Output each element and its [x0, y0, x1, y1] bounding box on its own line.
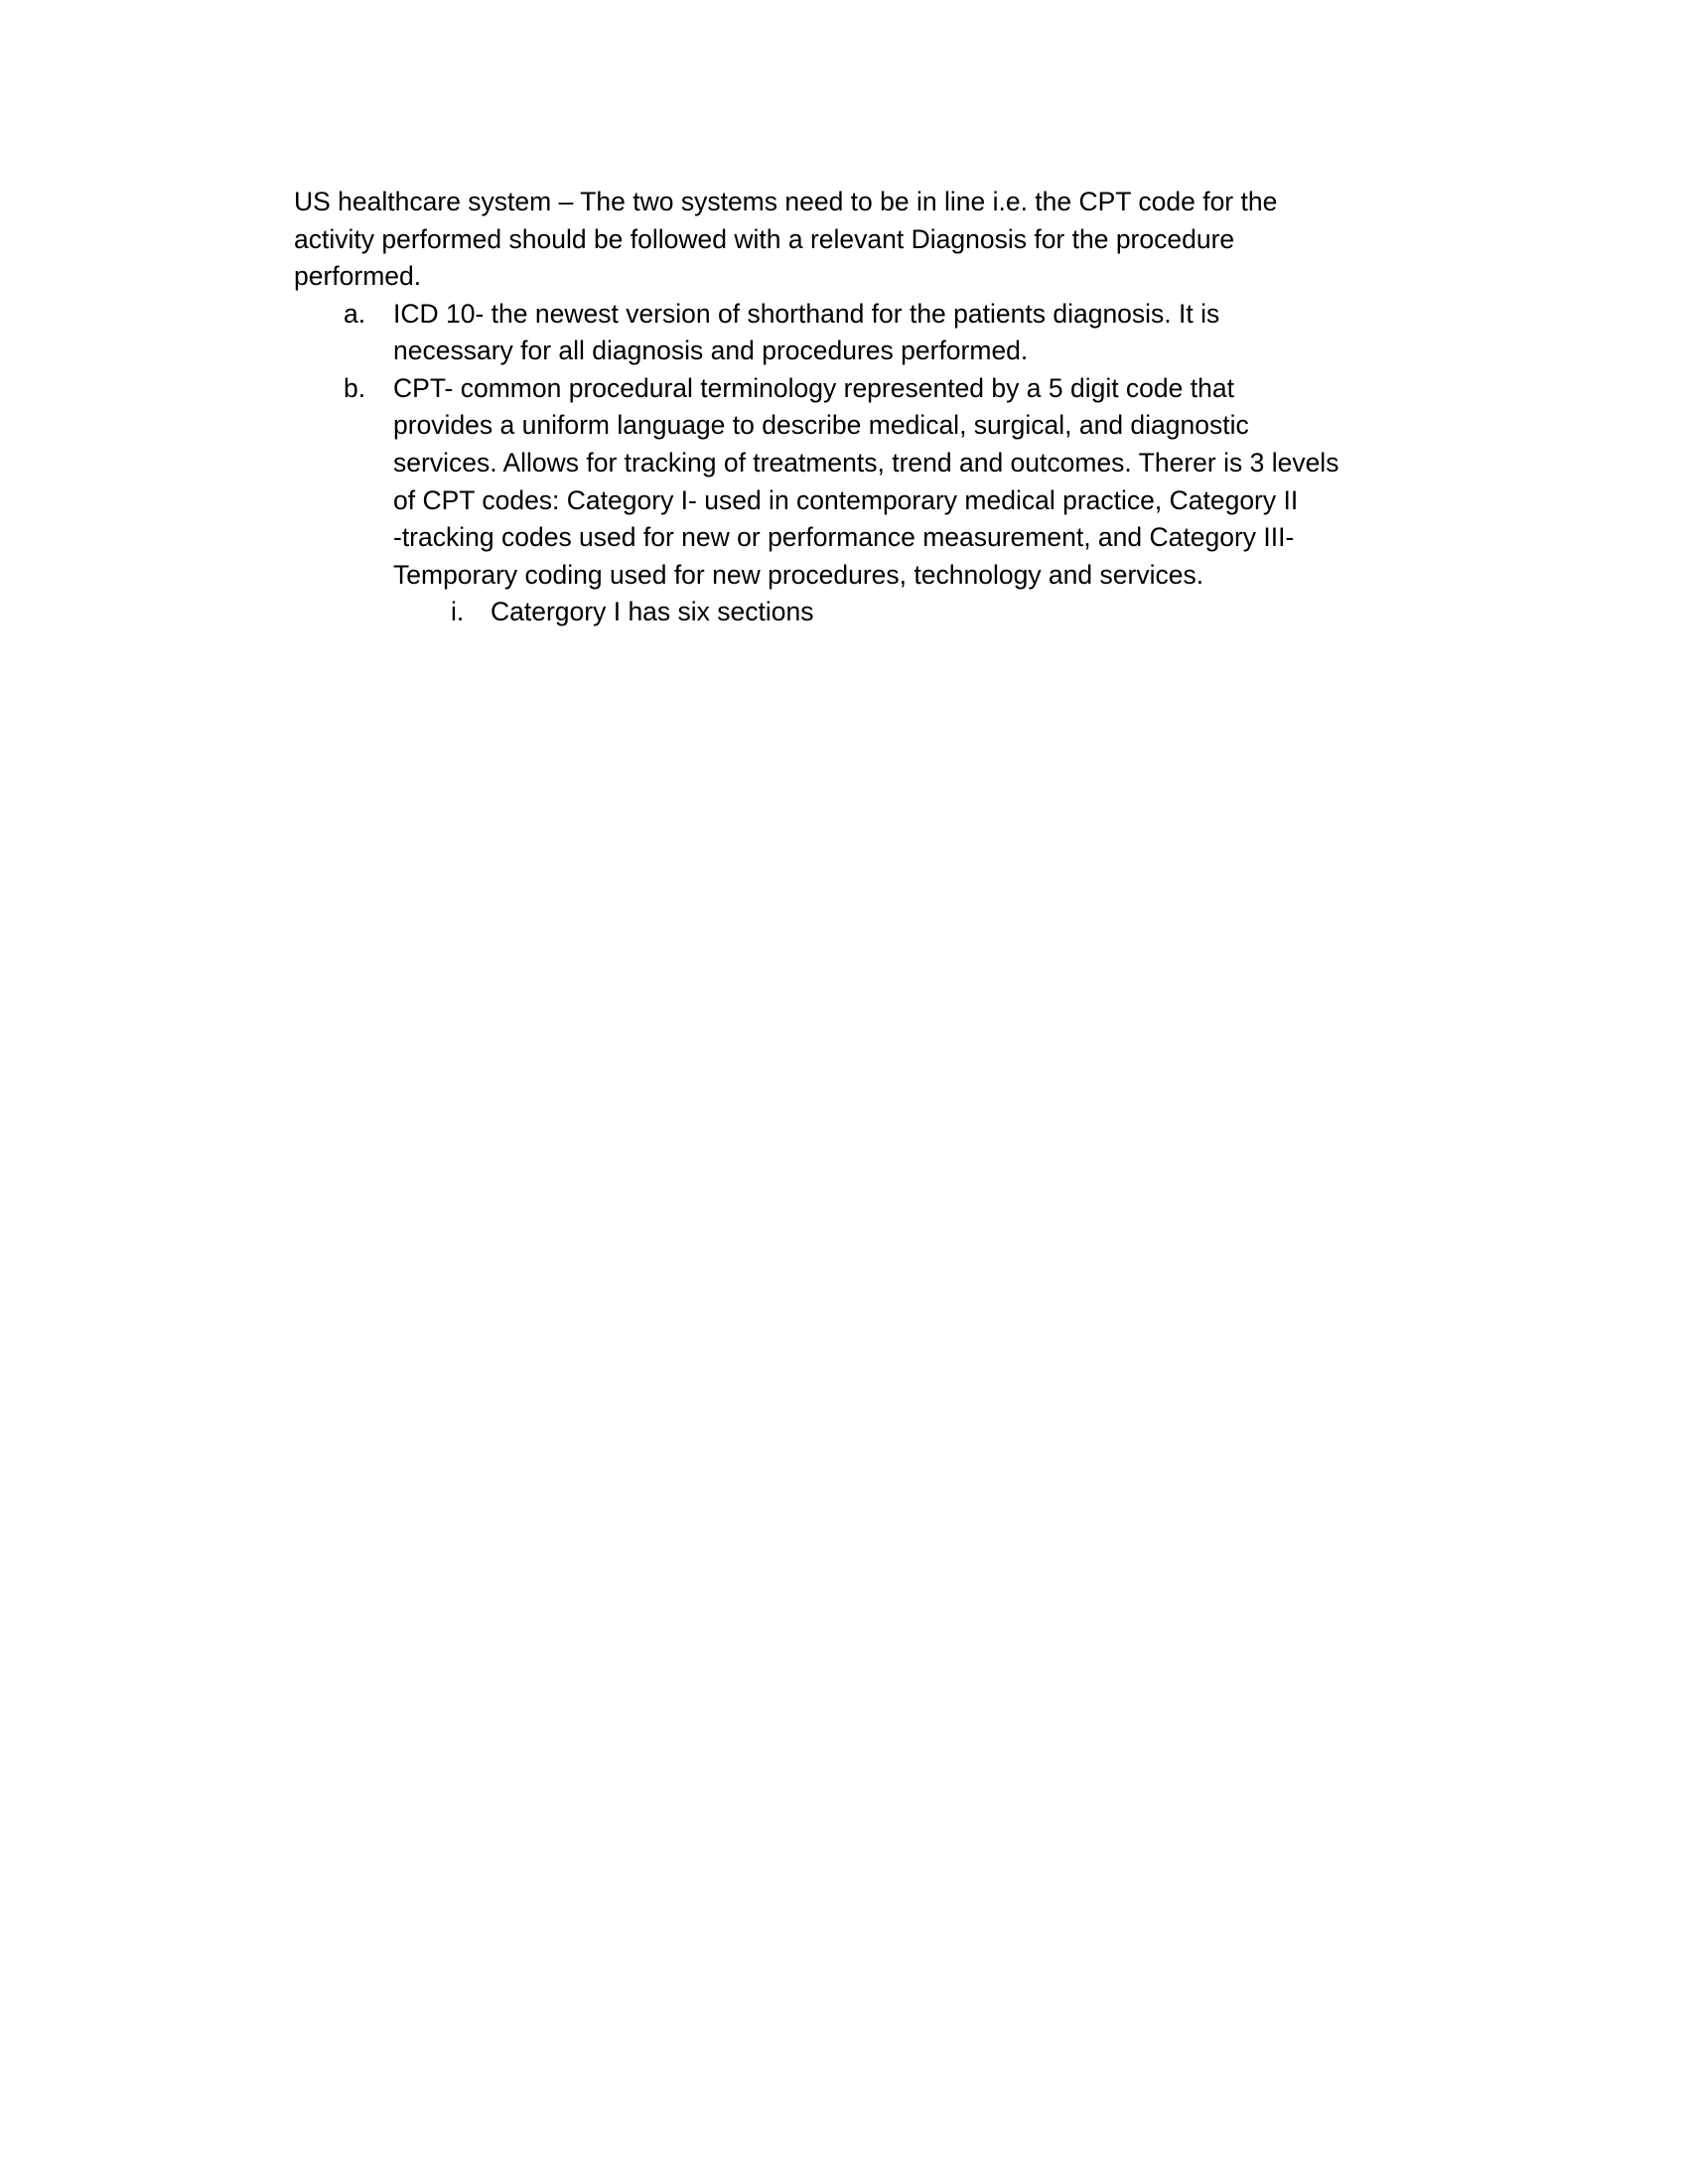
intro-line: US healthcare system – The two systems need to be in line i.e. the CPT code for the	[294, 187, 1278, 216]
sublist-marker: i.	[451, 597, 465, 626]
sublist-item: Catergory I has six sections	[491, 597, 814, 626]
list-item-line: Temporary coding used for new procedures, technology and services.	[393, 560, 1204, 590]
intro-line: activity performed should be followed with a relevant Diagnosis for the procedure	[294, 224, 1235, 254]
list-item-line: provides a uniform language to describe medical, surgical, and diagnostic	[393, 410, 1249, 440]
list-marker: b.	[344, 373, 366, 403]
list-marker: a.	[344, 299, 366, 329]
list-item-line: CPT- common procedural terminology represented by a 5 digit code that	[393, 373, 1234, 403]
list-item-line: services. Allows for tracking of treatments, trend and outcomes. Therer is 3 levels	[393, 448, 1339, 478]
list-item-line: of CPT codes: Category I- used in contemporary medical practice, Category II	[393, 485, 1299, 515]
list-item-line: -tracking codes used for new or performance measurement, and Category III-	[393, 522, 1295, 552]
list-item-line: necessary for all diagnosis and procedures performed.	[393, 336, 1029, 365]
list-item-line: ICD 10- the newest version of shorthand for the patients diagnosis. It is	[393, 299, 1220, 329]
intro-line: performed.	[294, 261, 422, 291]
